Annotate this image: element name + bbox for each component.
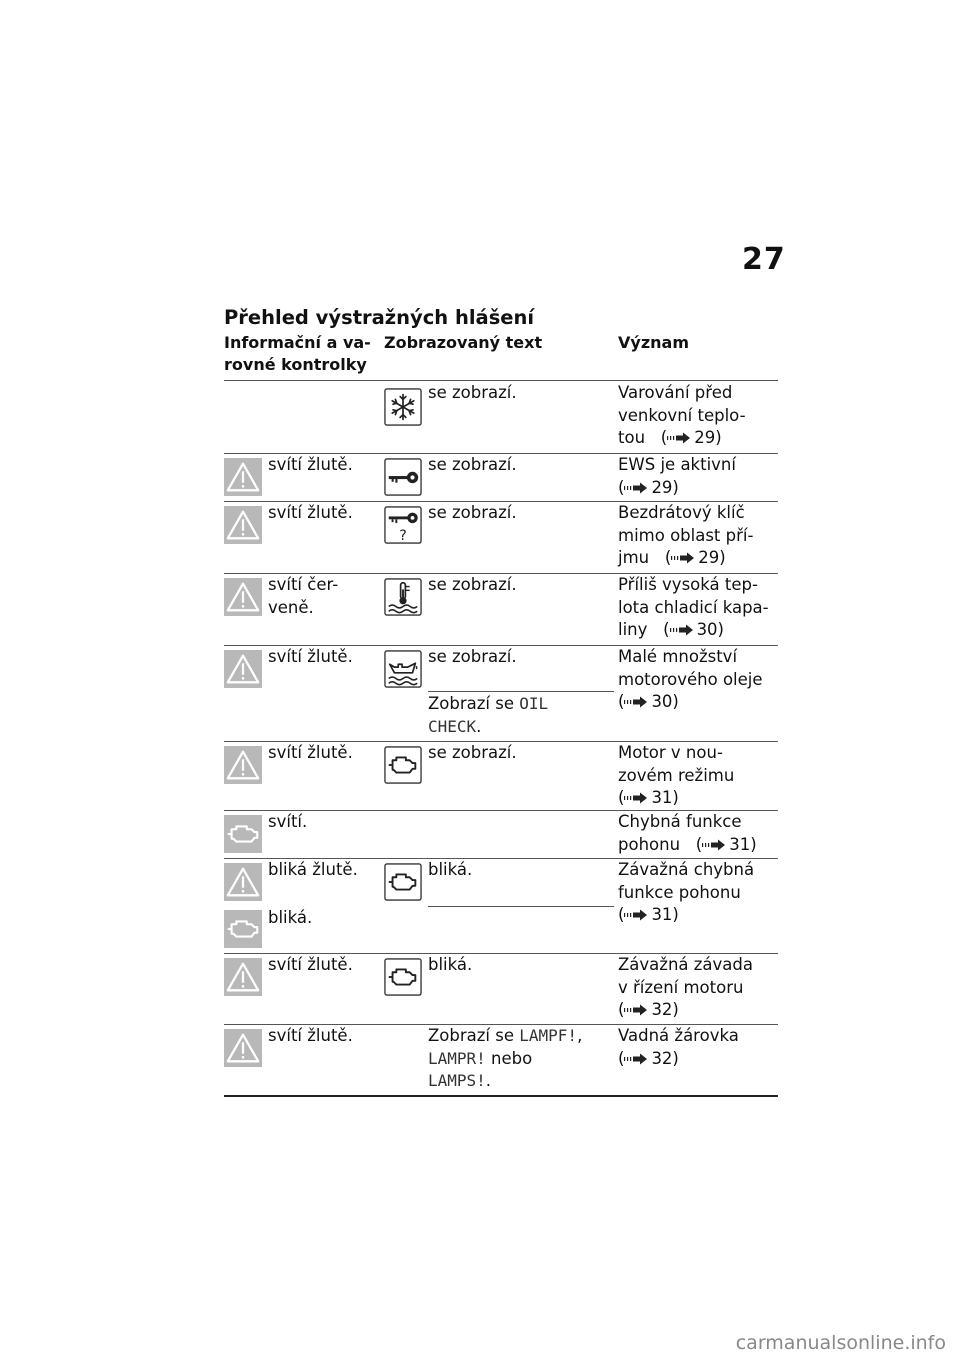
- page-reference-arrow-icon: [624, 696, 648, 708]
- svg-text:?: ?: [399, 528, 407, 544]
- oil-can-icon: [384, 650, 422, 688]
- column-header-meaning: Význam: [618, 333, 689, 352]
- table-rule: [428, 906, 614, 907]
- page-reference-arrow-icon: [624, 792, 648, 804]
- meaning-text: Závažná závada v řízení motoru ( 32): [618, 955, 753, 1019]
- engine-icon: [224, 910, 262, 948]
- meaning-text: Motor v nou- zovém režimu ( 31): [618, 743, 735, 807]
- page-reference-arrow-icon: [624, 1053, 648, 1065]
- meaning-text: Bezdrátový klíč mimo oblast pří- jmu ( 29): [618, 503, 754, 567]
- table-rule: [224, 380, 778, 381]
- page-reference-arrow-icon: [671, 552, 695, 564]
- page-reference-arrow-icon: [624, 909, 648, 921]
- warning-triangle-icon: [224, 958, 262, 996]
- meaning-text: Malé množství motorového oleje ( 30): [618, 647, 763, 711]
- page-number: 27: [742, 242, 786, 277]
- warning-triangle-icon: [224, 863, 262, 901]
- column-header-lamps: Informační a va- rovné kontrolky: [224, 333, 371, 374]
- warning-triangle-icon: [224, 458, 262, 496]
- warning-triangle-icon: [224, 1029, 262, 1067]
- column-header-display: Zobrazovaný text: [384, 333, 543, 352]
- key-question-icon: [384, 506, 422, 544]
- meaning-text: Závažná chybná funkce pohonu ( 31): [618, 860, 755, 924]
- key-icon: [384, 458, 422, 496]
- warning-triangle-icon: [224, 746, 262, 784]
- warning-triangle-icon: [224, 650, 262, 688]
- page-reference-arrow-icon: [702, 839, 726, 851]
- meaning-text: EWS je aktivní ( 29): [618, 455, 736, 497]
- snowflake-icon: [384, 388, 422, 426]
- meaning-text: Vadná žárovka ( 32): [618, 1026, 739, 1068]
- warning-triangle-icon: [224, 506, 262, 544]
- engine-icon: [384, 746, 422, 784]
- page-reference-arrow-icon: [624, 1004, 648, 1016]
- section-title: Přehled výstražných hlášení: [224, 306, 535, 329]
- warning-triangle-icon: [224, 578, 262, 616]
- page-reference-arrow-icon: [624, 482, 648, 494]
- engine-icon: [384, 863, 422, 901]
- meaning-text: Varování před venkovní teplo- tou ( 29): [618, 383, 746, 447]
- coolant-temperature-icon: [384, 578, 422, 616]
- footer-watermark: carmanualsonline.info: [735, 1332, 946, 1354]
- engine-icon: [384, 958, 422, 996]
- page-reference-arrow-icon: [667, 432, 691, 444]
- page-reference-arrow-icon: [670, 624, 694, 636]
- table-rule: [224, 1095, 778, 1097]
- meaning-text: Příliš vysoká tep- lota chladicí kapa- liny ( 30): [618, 575, 769, 639]
- meaning-text: Chybná funkce pohonu ( 31): [618, 812, 757, 854]
- engine-icon: [224, 815, 262, 853]
- table-rule: [428, 691, 614, 692]
